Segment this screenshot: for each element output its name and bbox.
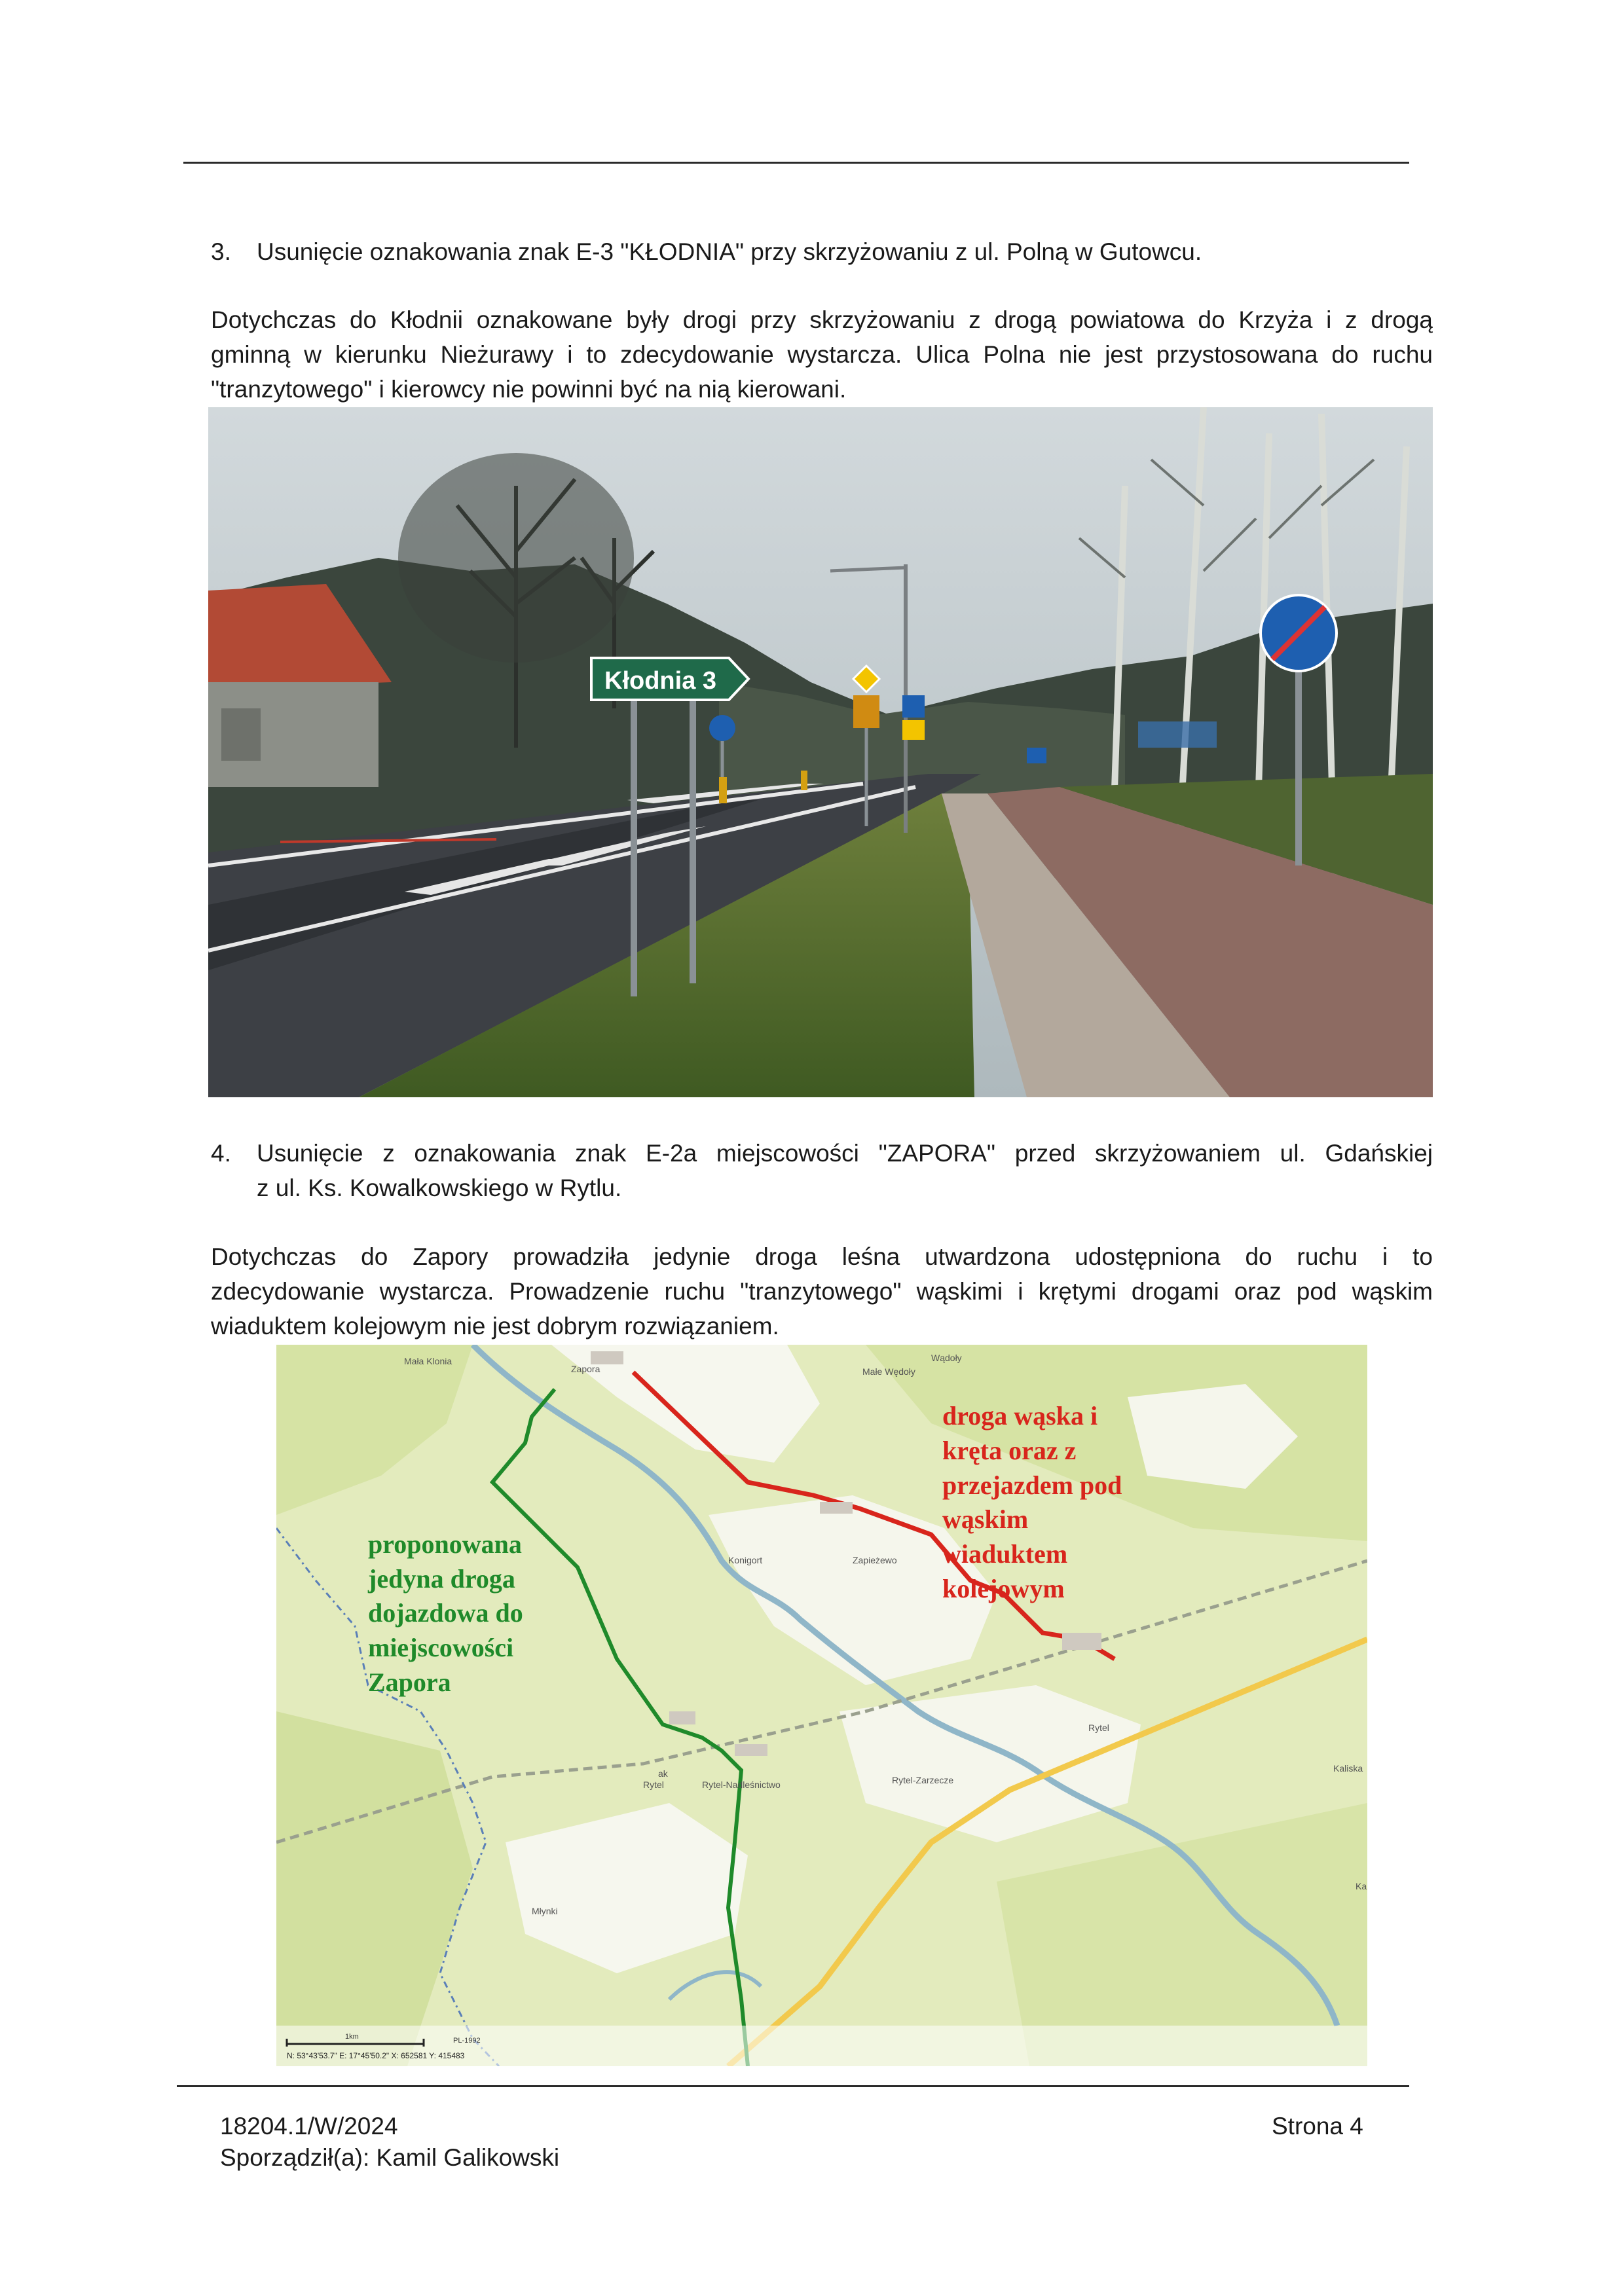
label-kaliska: Kaliska [1333, 1763, 1363, 1774]
svg-text:miejscowości: miejscowości [368, 1633, 514, 1662]
label-wadoly: Wądoły [931, 1353, 962, 1363]
header-rule [183, 162, 1409, 164]
svg-text:przejazdem pod: przejazdem pod [942, 1470, 1122, 1500]
direction-sign-text: Kłodnia 3 [604, 667, 717, 695]
svg-text:wiaduktem: wiaduktem [942, 1539, 1068, 1569]
svg-text:droga wąska i: droga wąska i [942, 1401, 1098, 1430]
label-konigort: Konigort [728, 1555, 763, 1565]
svg-text:wąskim: wąskim [942, 1504, 1029, 1534]
footer-doc-id: 18204.1/W/2024 [220, 2113, 398, 2140]
crs-label: PL-1992 [453, 2037, 481, 2045]
section-3-heading: Usunięcie oznakowania znak E-3 "KŁODNIA" przy skrzyżowaniu z ul. Polną w Gutowcu. [257, 238, 1202, 265]
label-zapiezewo: Zapieżewo [853, 1555, 897, 1565]
section-4-number: 4. [211, 1140, 231, 1167]
footer-page-number: Strona 4 [1272, 2113, 1363, 2140]
paragraph-line: Dotychczas do Zapory prowadziła jedynie droga leśna utwardzona udostępniona do ruchu i to [211, 1243, 1433, 1270]
footer-rule [177, 2085, 1409, 2087]
label-male-wedoly: Małe Wędoły [862, 1366, 915, 1377]
section-4-heading-line: Usunięcie z oznakowania znak E-2a miejscowości "ZAPORA" przed skrzyżowaniem ul. Gdańskiej [257, 1140, 1433, 1167]
label-rytel-west: Rytel [643, 1779, 664, 1790]
map-scale [276, 2026, 1367, 2066]
label-mlynki: Młynki [532, 1906, 558, 1916]
label-rytel-nadlesnictwo: Rytel-Nadleśnictwo [702, 1779, 781, 1790]
label-mala-klonia: Mała Klonia [404, 1356, 452, 1366]
svg-text:kolejowym: kolejowym [942, 1574, 1065, 1603]
paragraph-line: gminną w kierunku Nieżurawy i to zdecydowanie wystarcza. Ulica Polna nie jest przystosowana do ruchu [211, 341, 1433, 368]
svg-text:dojazdowa do: dojazdowa do [368, 1598, 523, 1628]
label-rytel-ak: ak [658, 1768, 668, 1779]
route-map-illustration [276, 1345, 1367, 2066]
label-rytel: Rytel [1088, 1722, 1109, 1733]
section-3-number: 3. [211, 238, 231, 265]
paragraph-line: wiaduktem kolejowym nie jest dobrym rozwiązaniem. [211, 1313, 779, 1339]
label-ka: Ka [1356, 1881, 1367, 1891]
label-rytel-zarzecze: Rytel-Zarzecze [892, 1775, 954, 1785]
label-zapora: Zapora [571, 1364, 600, 1374]
road-photo-illustration [208, 407, 1433, 1097]
svg-text:Zapora: Zapora [368, 1667, 451, 1697]
road-photo [208, 407, 1433, 1097]
map-coordinates: N: 53°43'53.7" E: 17°45'50.2" X: 652581 Y: 415483 [287, 2051, 465, 2060]
paragraph-line: "tranzytowego" i kierowcy nie powinni być na nią kierowani. [211, 376, 847, 403]
scale-label: 1km [345, 2033, 359, 2041]
svg-text:jedyna droga: jedyna droga [368, 1564, 515, 1594]
paragraph-line: Dotychczas do Kłodnii oznakowane były drogi przy skrzyżowaniu z drogą powiatowa do Krzyża i z drogą [211, 306, 1433, 333]
svg-text:kręta oraz z: kręta oraz z [942, 1436, 1077, 1465]
svg-text:proponowana: proponowana [368, 1529, 522, 1559]
section-4-heading-line: z ul. Ks. Kowalkowskiego w Rytlu. [257, 1175, 622, 1201]
route-map [276, 1345, 1367, 2066]
paragraph-line: zdecydowanie wystarcza. Prowadzenie ruchu "tranzytowego" wąskimi i krętymi drogami oraz pod wąskim [211, 1278, 1433, 1305]
footer-author: Sporządził(a): Kamil Galikowski [220, 2144, 560, 2171]
